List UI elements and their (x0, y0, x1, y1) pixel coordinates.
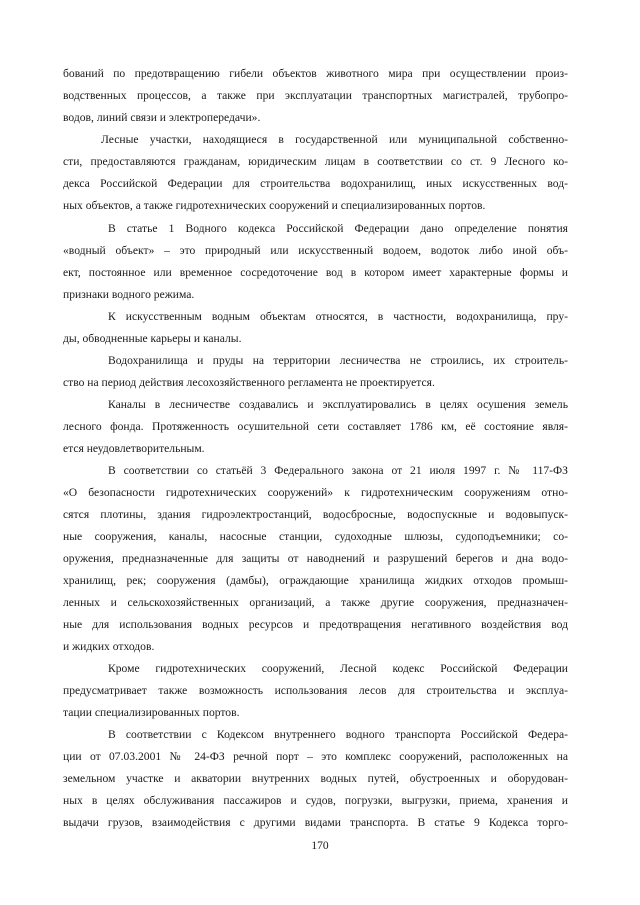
text-line: водственных процессов, а также при эксплуатации транспортных магистралей, трубопро- (63, 89, 568, 102)
page-number: 170 (311, 840, 329, 852)
text-line: земельном участке и акватории внутренних водных путей, обустроенных и оборудован- (63, 772, 568, 785)
text-line: лесного фонда. Протяженность осушительной сети составляет 1786 км, её состояние явля- (63, 420, 568, 433)
text-line: предусматривает также возможность использования лесов для строительства и эксплуа- (63, 684, 568, 697)
text-line: «водный объект» – это природный или искусственный водоем, водоток либо иной объ- (63, 244, 568, 257)
text-line: ные для использования водных ресурсов и предотвращения негативного воздействия вод (63, 618, 568, 631)
text-line: Каналы в лесничестве создавались и эксплуатировались в целях осушения земель (108, 398, 568, 411)
text-line: выдачи грузов, взаимодействия с другими видами транспорта. В статье 9 Кодекса торго- (63, 816, 568, 829)
text-line: сти, предоставляются гражданам, юридическим лицам в соответствии со ст. 9 Лесного ко- (63, 155, 568, 168)
text-line: В статье 1 Водного кодекса Российской Федерации дано определение понятия (108, 222, 568, 235)
text-line: хранилищ, рек; сооружения (дамбы), ограждающие хранилища жидких отходов промыш- (63, 574, 568, 587)
text-line: ных в целях обслуживания пассажиров и судов, погрузки, выгрузки, приема, хранения и (63, 794, 568, 807)
text-line: ленных и сельскохозяйственных организаций, а также другие сооружения, предназначен- (63, 596, 568, 609)
text-line: оружения, предназначенные для защиты от наводнений и разрушений берегов и дна водо- (63, 552, 568, 565)
text-line: Водохранилища и пруды на территории лесничества не строились, их строитель- (108, 354, 568, 367)
text-line: Лесные участки, находящиеся в государственной или муниципальной собственно- (101, 133, 568, 146)
text-line: ство на период действия лесохозяйственного регламента не проектируется. (63, 376, 435, 389)
text-line: и жидких отходов. (63, 640, 155, 653)
text-line: «О безопасности гидротехнических сооружений» к гидротехническим сооружениям отно- (63, 486, 568, 499)
text-line: ных объектов, а также гидротехнических сооружений и специализированных портов. (63, 199, 486, 212)
text-line: тации специализированных портов. (63, 706, 240, 719)
text-line: ект, постоянное или временное сосредоточение вод в котором имеет характерные формы и (63, 266, 568, 279)
text-line: К искусственным водным объектам относятся, в частности, водохранилища, пру- (108, 310, 568, 323)
text-line: ции от 07.03.2001 № 24-ФЗ речной порт – это комплекс сооружений, расположенных на (63, 750, 568, 763)
text-line: ные сооружения, каналы, насосные станции, судоходные шлюзы, судоподъемники; со- (63, 530, 568, 543)
text-line: бований по предотвращению гибели объектов животного мира при осуществлении произ- (63, 67, 568, 80)
text-line: признаки водного режима. (63, 288, 195, 301)
text-line: Кроме гидротехнических сооружений, Лесной кодекс Российской Федерации (108, 662, 568, 675)
text-line: водов, линий связи и электропередачи». (63, 111, 261, 124)
text-line: декса Российской Федерации для строительства водохранилищ, иных искусственных вод- (63, 177, 568, 190)
text-line: сятся плотины, здания гидроэлектростанций, водосбросные, водоспускные и водовыпуск- (63, 508, 568, 521)
text-line: В соответствии с Кодексом внутреннего водного транспорта Российской Федера- (108, 728, 568, 741)
text-line: ется неудовлетворительным. (63, 442, 205, 455)
text-line: ды, обводненные карьеры и каналы. (63, 332, 242, 345)
text-line: В соответствии со статьёй 3 Федерального закона от 21 июля 1997 г. № 117-ФЗ (108, 464, 568, 477)
